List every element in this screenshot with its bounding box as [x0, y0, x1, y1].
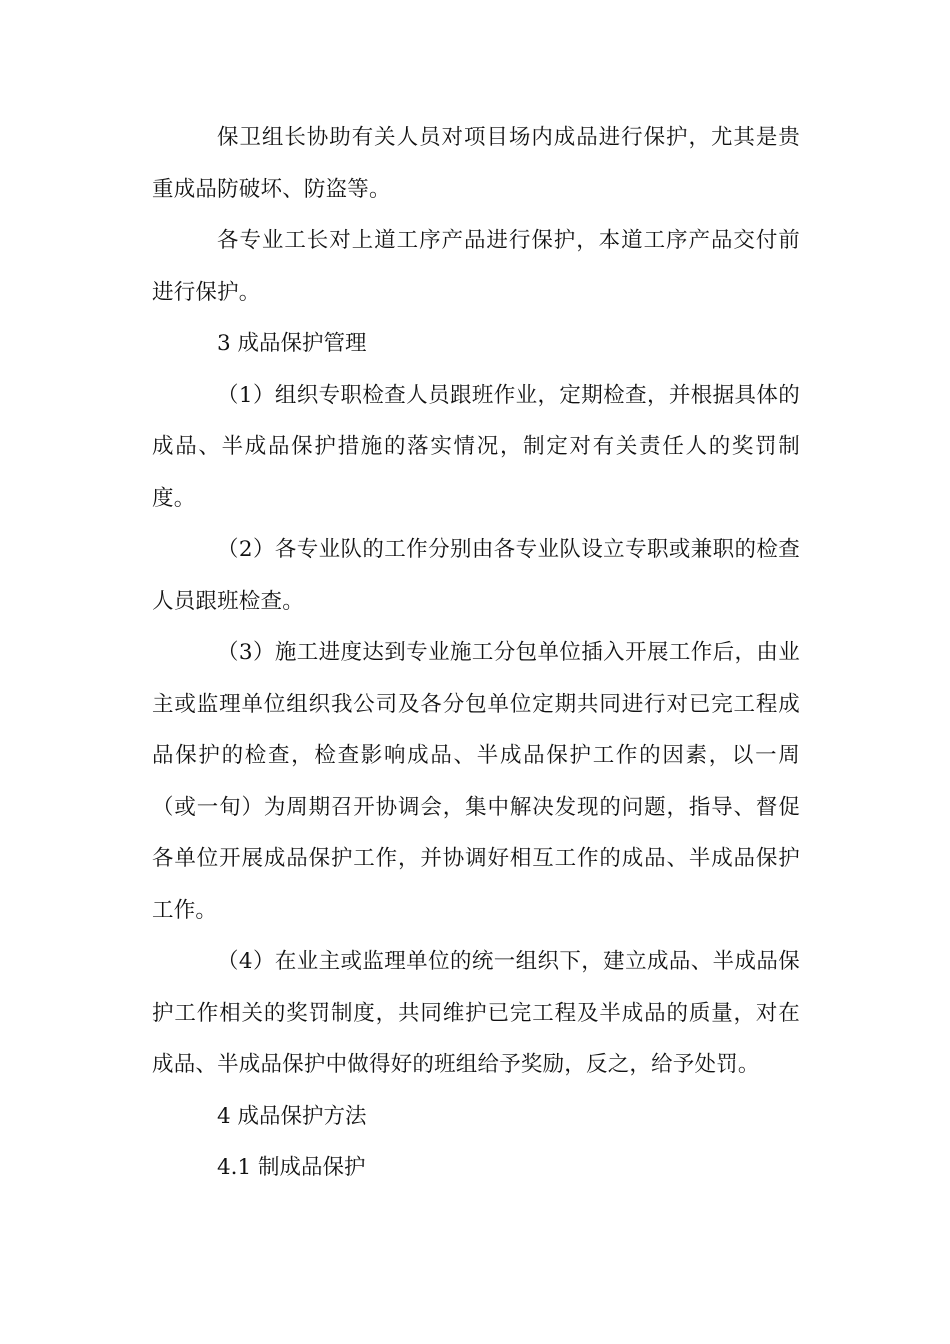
paragraph-item-4: （4）在业主或监理单位的统一组织下，建立成品、半成品保护工作相关的奖罚制度，共同维护已完工程及半成品的质量，对在成品、半成品保护中做得好的班组给予奖励，反之，给予处罚。	[152, 949, 800, 1077]
section-heading-4: 4 成品保护方法	[217, 1103, 367, 1129]
paragraph-security-leader: 保卫组长协助有关人员对项目场内成品进行保护，尤其是贵重成品防破坏、防盗等。	[152, 125, 800, 202]
paragraph-item-1: （1）组织专职检查人员跟班作业，定期检查，并根据具体的成品、半成品保护措施的落实情况，制定对有关责任人的奖罚制度。	[152, 382, 800, 511]
paragraph-foremen: 各专业工长对上道工序产品进行保护，本道工序产品交付前进行保护。	[152, 228, 800, 305]
document-body	[152, 112, 800, 1194]
section-heading-3: 3 成品保护管理	[217, 331, 367, 356]
paragraph-item-2: （2）各专业队的工作分别由各专业队设立专职或兼职的检查人员跟班检查。	[152, 537, 800, 614]
subsection-heading-4-1: 4.1 制成品保护	[217, 1155, 366, 1180]
paragraph-item-3: （3）施工进度达到专业施工分包单位插入开展工作后，由业主或监理单位组织我公司及各分包单位定期共同进行对已完工程成品保护的检查，检查影响成品、半成品保护工作的因素，以一周（或一旬）为周期召开协调会，集中解决发现的问题，指导、督促各单位开展成品保护工作，并协调好相互工作的成品、半成品保护工作。	[152, 640, 800, 923]
